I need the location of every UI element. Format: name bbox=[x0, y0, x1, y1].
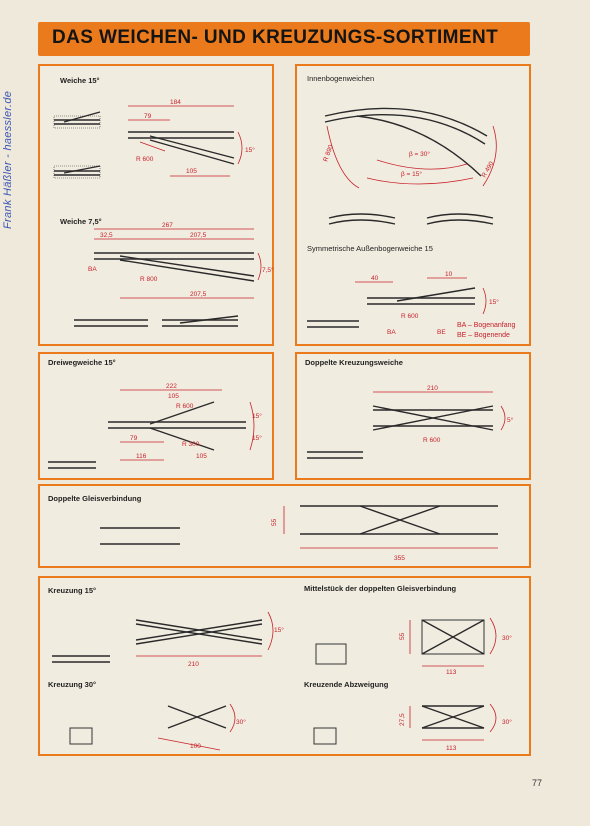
dim-k15-15: 15° bbox=[274, 627, 284, 634]
doppelkreuz-drawing bbox=[297, 354, 533, 482]
panel-gleisverbindung bbox=[38, 484, 531, 568]
dim-symm-r600: R 600 bbox=[401, 313, 419, 320]
label-dreiweg: Dreiwegweiche 15° bbox=[48, 358, 116, 367]
dim-gv-55: 55 bbox=[271, 518, 278, 526]
dim-267: 267 bbox=[162, 222, 173, 229]
panel-doppelkreuz bbox=[295, 352, 531, 480]
dim-dw-15b: 15° bbox=[252, 435, 262, 442]
drawing-abzweigung bbox=[314, 704, 512, 752]
legend-be: BE – Bogenende bbox=[457, 332, 510, 339]
dim-symm-ba: BA bbox=[387, 329, 396, 336]
panel-weichen bbox=[38, 64, 274, 346]
dim-dw-15a: 15° bbox=[252, 413, 262, 420]
dim-dw-79: 79 bbox=[130, 435, 138, 442]
gleisverb-drawing bbox=[40, 486, 533, 570]
label-kreuzung-30: Kreuzung 30° bbox=[48, 680, 97, 689]
dreiweg-drawing bbox=[40, 354, 276, 482]
dim-k30-100: 100 bbox=[190, 743, 201, 750]
dim-ms-113: 113 bbox=[446, 669, 457, 676]
panel-dreiweg bbox=[38, 352, 274, 480]
dim-10: 10 bbox=[445, 271, 453, 278]
label-innenbogen: Innenbogenweichen bbox=[307, 74, 375, 83]
label-doppelkreuz: Doppelte Kreuzungsweiche bbox=[305, 358, 403, 367]
dim-dw-116: 116 bbox=[136, 453, 147, 460]
dim-symm-15: 15° bbox=[489, 299, 499, 306]
kreuzungen-drawing bbox=[40, 578, 533, 758]
panel-kreuzungen bbox=[38, 576, 531, 756]
dim-dk-5: 5° bbox=[507, 417, 514, 424]
dim-dw-105a: 105 bbox=[168, 393, 179, 400]
dim-dw-105b: 105 bbox=[196, 453, 207, 460]
drawing-mittelstueck bbox=[316, 618, 512, 676]
page-number: 77 bbox=[531, 778, 542, 788]
drawing-kreuzung-15 bbox=[52, 612, 284, 668]
panel-bogenweichen bbox=[295, 64, 531, 346]
dim-75deg: 7,5° bbox=[262, 267, 274, 274]
dim-r800: R 800 bbox=[140, 276, 158, 283]
legend-ba: BA – Bogenanfang bbox=[457, 322, 516, 329]
label-abzweigung: Kreuzende Abzweigung bbox=[304, 680, 389, 689]
dim-r890: R 890 bbox=[322, 143, 335, 163]
dim-dw-r600: R 600 bbox=[176, 403, 194, 410]
dim-r600: R 600 bbox=[136, 156, 154, 163]
label-weiche-75: Weiche 7,5° bbox=[60, 217, 102, 226]
dim-105: 105 bbox=[186, 168, 197, 175]
dim-ms-55: 55 bbox=[399, 632, 406, 640]
label-gleisverb: Doppelte Gleisverbindung bbox=[48, 494, 142, 503]
dim-ab-30: 30° bbox=[502, 719, 512, 726]
label-kreuzung-15: Kreuzung 15° bbox=[48, 586, 97, 595]
label-symm: Symmetrische Außenbogenweiche 15 bbox=[307, 244, 433, 253]
dim-ab-113: 113 bbox=[446, 745, 457, 752]
dim-k30-30: 30° bbox=[236, 719, 246, 726]
dim-184: 184 bbox=[170, 99, 181, 106]
sidebar-watermark: Frank Häßler - haessler.de bbox=[2, 90, 14, 230]
dim-dk-r600: R 600 bbox=[423, 437, 441, 444]
dim-40: 40 bbox=[371, 275, 379, 282]
label-weiche-15: Weiche 15° bbox=[60, 76, 100, 85]
label-mittelstueck: Mittelstück der doppelten Gleisverbindung bbox=[304, 584, 457, 593]
dim-r490: R 490 bbox=[480, 160, 496, 179]
weichen-dims bbox=[40, 66, 276, 348]
dim-325: 32,5 bbox=[100, 232, 113, 239]
dim-2075a: 207,5 bbox=[190, 232, 207, 239]
dim-15deg: 15° bbox=[245, 147, 255, 154]
dim-222: 222 bbox=[166, 383, 177, 390]
drawing-kreuzung-30 bbox=[70, 704, 246, 750]
dim-dk-210: 210 bbox=[427, 385, 438, 392]
dim-dw-r300: R 300 bbox=[182, 441, 200, 448]
dim-ba: BA bbox=[88, 266, 97, 273]
dim-symm-be: BE bbox=[437, 329, 446, 336]
title-banner bbox=[38, 22, 530, 56]
dim-gv-355: 355 bbox=[394, 555, 405, 562]
dim-2075b: 207,5 bbox=[190, 291, 207, 298]
page-title: DAS WEICHEN- UND KREUZUNGS-SORTIMENT bbox=[52, 27, 499, 48]
dim-ms-30: 30° bbox=[502, 635, 512, 642]
dim-79: 79 bbox=[144, 113, 152, 120]
dim-ab-275: 27,5 bbox=[399, 713, 406, 726]
dim-beta30: β = 30° bbox=[409, 151, 430, 158]
dim-k15-210: 210 bbox=[188, 661, 199, 668]
bogen-dims bbox=[297, 66, 533, 348]
dim-beta15: β = 15° bbox=[401, 171, 422, 178]
